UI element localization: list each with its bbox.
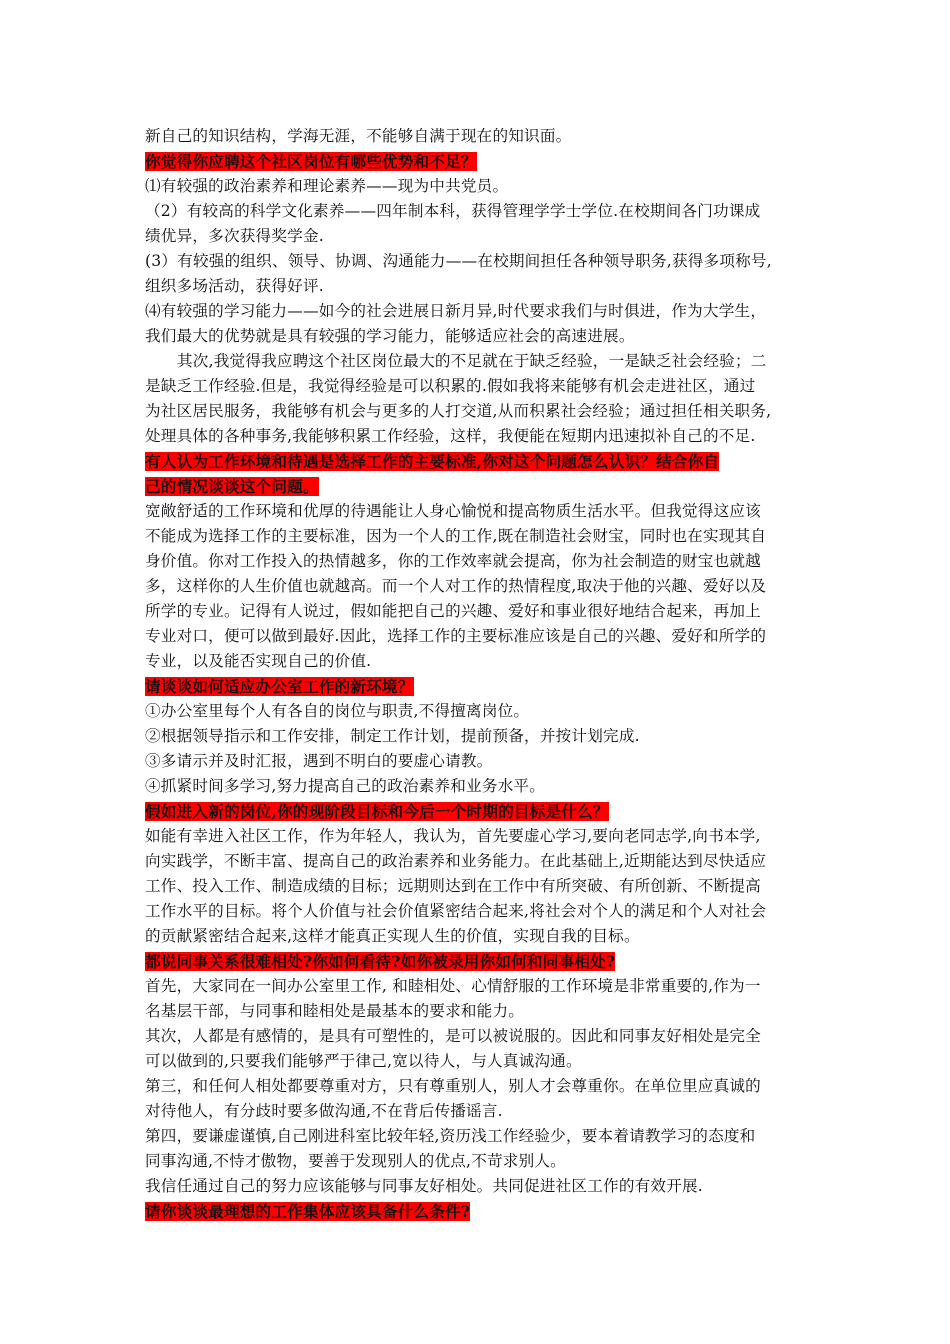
question-heading: [145, 949, 815, 974]
paragraph-line: ②根据领导指示和工作安排，制定工作计划，提前预备，并按计划完成.: [145, 727, 640, 745]
highlighted-question-text: 请谈谈如何适应办公室工作的新环境？: [145, 677, 414, 696]
paragraph-line: 第三，和任何人相处都要尊重对方，只有尊重别人，别人才会尊重你。在单位里应真诚的: [145, 1077, 761, 1095]
paragraph-line: 组织多场活动，获得好评.: [145, 277, 324, 295]
paragraph-line: 新自己的知识结构，学海无涯，不能够自满于现在的知识面。: [145, 127, 572, 145]
question-heading: [145, 449, 815, 474]
paragraph-line: 可以做到的,只要我们能够严于律己,宽以待人，与人真诚沟通。: [145, 1052, 582, 1070]
paragraph-line: 其次,我觉得我应聘这个社区岗位最大的不足就在于缺乏经验，一是缺乏社会经验；二: [177, 352, 767, 370]
highlighted-question-text: 你觉得你应聘这个社区岗位有哪些优势和不足？: [145, 152, 477, 171]
paragraph-line: 处理具体的各种事务,我能够积累工作经验，这样，我便能在短期内迅速拟补自己的不足.: [145, 427, 756, 445]
highlighted-question-text: 假如进入新的岗位,你的现阶段目标和今后一个时期的目标是什么？: [145, 802, 609, 821]
document-page: [145, 124, 815, 1224]
paragraph-line: 为社区居民服务，我能够有机会与更多的人打交道,从而积累社会经验；通过担任相关职务,: [145, 402, 772, 420]
paragraph-line: 我信任通过自己的努力应该能够与同事友好相处。共同促进社区工作的有效开展.: [145, 1177, 703, 1195]
paragraph-line: ④抓紧时间多学习,努力提高自己的政治素养和业务水平。: [145, 777, 546, 795]
question-heading: [145, 474, 815, 499]
paragraph-line: 身价值。你对工作投入的热情越多，你的工作效率就会提高，你为社会制造的财宝也就越: [145, 552, 761, 570]
paragraph-line: 多，这样你的人生价值也就越高。而一个人对工作的热情程度,取决于他的兴趣、爱好以及: [145, 577, 767, 595]
question-heading: [145, 674, 815, 699]
paragraph-line: 我们最大的优势就是具有较强的学习能力，能够适应社会的高速进展。: [145, 327, 635, 345]
paragraph-line: 工作、投入工作、制造成绩的目标；远期则达到在工作中有所突破、有所创新、不断提高: [145, 877, 761, 895]
paragraph-line: 首先，大家同在一间办公室里工作, 和睦相处、心情舒服的工作环境是非常重要的,作为一: [145, 977, 761, 995]
paragraph-line: 宽敞舒适的工作环境和优厚的待遇能让人身心愉悦和提高物质生活水平。但我觉得这应该: [145, 502, 761, 520]
highlighted-question-text: 都说同事关系很难相处?你如何看待?如你被录用你如何和同事相处?: [145, 952, 616, 971]
highlighted-question-text: 己的情况谈谈这个问题。: [145, 477, 319, 496]
question-heading: [145, 149, 815, 174]
paragraph-line: 所学的专业。记得有人说过，假如能把自己的兴趣、爱好和事业很好地结合起来，再加上: [145, 602, 761, 620]
paragraph-line: 不能成为选择工作的主要标准，因为一个人的工作,既在制造社会财宝，同时也在实现其自: [145, 527, 767, 545]
paragraph-line: ①办公室里每个人有各自的岗位与职责,不得擅离岗位。: [145, 702, 530, 720]
paragraph-line: 第四，要谦虚谨慎,自己刚进科室比较年轻,资历浅工作经验少，要本着请教学习的态度和: [145, 1127, 756, 1145]
paragraph-line: 其次，人都是有感情的，是具有可塑性的，是可以被说服的。因此和同事友好相处是完全: [145, 1027, 761, 1045]
question-heading: [145, 799, 815, 824]
highlighted-question-text: 有人认为工作环境和待遇是选择工作的主要标准,你对这个问题怎么认识？结合你自: [145, 452, 720, 471]
paragraph-line: 向实践学，不断丰富、提高自己的政治素养和业务能力。在此基础上,近期能达到尽快适应: [145, 852, 767, 870]
paragraph-line: (3）有较强的组织、领导、协调、沟通能力——在校期间担任各种领导职务,获得多项称号,: [145, 252, 772, 270]
paragraph-line: （2）有较高的科学文化素养——四年制本科，获得管理学学士学位.在校期间各门功课成: [145, 202, 761, 220]
paragraph-line: ⑷有较强的学习能力——如今的社会进展日新月异,时代要求我们与时俱进，作为大学生，: [145, 302, 767, 320]
question-heading: [145, 1199, 815, 1224]
paragraph-line: 绩优异，多次获得奖学金.: [145, 227, 324, 245]
paragraph-line: 专业对口，便可以做到最好.因此，选择工作的主要标准应该是自己的兴趣、爱好和所学的: [145, 627, 767, 645]
paragraph-line: ③多请示并及时汇报，遇到不明白的要虚心请教。: [145, 752, 493, 770]
paragraph-line: 名基层干部，与同事和睦相处是最基本的要求和能力。: [145, 1002, 525, 1020]
paragraph-line: 同事沟通,不恃才傲物，要善于发现别人的优点,不苛求别人。: [145, 1152, 566, 1170]
paragraph-line: 的贡献紧密结合起来,这样才能真正实现人生的价值，实现自我的目标。: [145, 927, 640, 945]
paragraph-line: 是缺乏工作经验.但是，我觉得经验是可以积累的.假如我将来能够有机会走进社区，通过: [145, 377, 756, 395]
highlighted-question-text: 请你谈谈最理想的工作集体应该具备什么条件?: [145, 1202, 471, 1221]
paragraph-line: 对待他人，有分歧时要多做沟通,不在背后传播谣言.: [145, 1102, 503, 1120]
paragraph-line: 如能有幸进入社区工作，作为年轻人，我认为，首先要虚心学习,要向老同志学,向书本学,: [145, 827, 761, 845]
paragraph-line: 专业，以及能否实现自己的价值.: [145, 652, 372, 670]
paragraph-line: ⑴有较强的政治素养和理论素养——现为中共党员。: [145, 177, 509, 195]
paragraph-line: 工作水平的目标。将个人价值与社会价值紧密结合起来,将社会对个人的满足和个人对社会: [145, 902, 767, 920]
